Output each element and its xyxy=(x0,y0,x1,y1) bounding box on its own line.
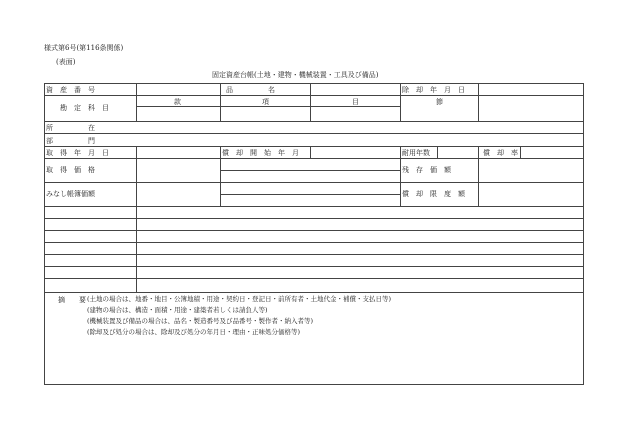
acquisition-price-field[interactable] xyxy=(137,159,219,182)
item-name-field[interactable] xyxy=(311,84,399,95)
label-disposal-date: 除 却 年 月 日 xyxy=(402,86,465,94)
account-moku-field[interactable] xyxy=(311,107,399,121)
remarks-note-land: (土地の場合は、地番・地目・公簿地積・用途・契約日・登記日・前所有者・土地代金・補償・支払日等) xyxy=(87,295,392,303)
row-divider xyxy=(220,194,400,195)
account-kan-field[interactable] xyxy=(137,107,219,121)
label-acquisition-date: 取 得 年 月 日 xyxy=(46,149,109,157)
label-location: 所 在 xyxy=(46,124,95,132)
account-setsu-field[interactable] xyxy=(401,96,583,121)
remarks-note-equipment: (機械装置及び備品の場合は、品名・製造番号及び品番号・製作者・納入者等) xyxy=(87,317,314,325)
department-field[interactable] xyxy=(137,134,583,146)
row-divider xyxy=(44,230,584,231)
label-kou: 項 xyxy=(262,98,269,106)
form-number: 様式第6号(第116条関係) xyxy=(44,44,124,52)
label-acquisition-price: 取 得 価 格 xyxy=(46,166,95,174)
remarks-note-building: (建物の場合は、構造・面積・用途・建築者若しくは請負人等) xyxy=(87,306,268,314)
label-useful-life: 耐用年数 xyxy=(402,149,430,157)
row-divider xyxy=(44,254,584,255)
label-asset-number: 資 産 番 号 xyxy=(46,86,95,94)
acquisition-date-field[interactable] xyxy=(137,147,219,158)
row-divider xyxy=(44,266,584,267)
col-divider xyxy=(220,146,221,206)
depreciation-start-field[interactable] xyxy=(311,147,399,158)
label-department: 部 門 xyxy=(46,137,95,145)
label-kan: 款 xyxy=(174,98,181,106)
col-divider xyxy=(220,83,221,95)
row-divider xyxy=(220,170,400,171)
label-deemed-book-value: みなし帳簿価額 xyxy=(46,190,95,198)
label-depreciation-limit: 償 却 限 度 額 xyxy=(402,190,465,198)
asset-number-field[interactable] xyxy=(137,84,219,95)
disposal-date-field[interactable] xyxy=(479,84,583,95)
form-side-label: (表面) xyxy=(56,58,76,66)
label-setsu: 節 xyxy=(436,98,443,106)
remarks-note-disposal: (除却及び処分の場合は、除却及び処分の年月日・理由・正味処分価格等) xyxy=(87,328,301,336)
row-divider xyxy=(44,218,584,219)
col-divider xyxy=(400,146,401,206)
label-moku: 目 xyxy=(352,98,359,106)
label-remarks: 摘 要 xyxy=(58,296,86,304)
location-field[interactable] xyxy=(137,122,583,133)
row-divider xyxy=(44,242,584,243)
label-account-title: 勘 定 科 目 xyxy=(60,104,109,112)
depreciation-limit-field[interactable] xyxy=(479,183,583,206)
label-depreciation-start: 償 却 開 始 年 月 xyxy=(222,149,299,157)
account-kou-field[interactable] xyxy=(221,107,309,121)
deemed-book-value-field[interactable] xyxy=(137,183,219,206)
label-residual-value: 残 存 価 額 xyxy=(402,166,451,174)
row-divider xyxy=(44,292,584,293)
label-item-name: 品 名 xyxy=(226,86,275,94)
row-divider xyxy=(44,278,584,279)
depreciation-rate-field[interactable] xyxy=(521,147,583,158)
col-divider xyxy=(478,146,479,158)
page-title: 固定資産台帳(土地・建物・機械装置・工具及び備品) xyxy=(212,71,379,79)
useful-life-field[interactable] xyxy=(438,147,477,158)
row-divider xyxy=(44,206,584,207)
residual-value-field[interactable] xyxy=(479,159,583,182)
label-depreciation-rate: 償 却 率 xyxy=(483,149,518,157)
